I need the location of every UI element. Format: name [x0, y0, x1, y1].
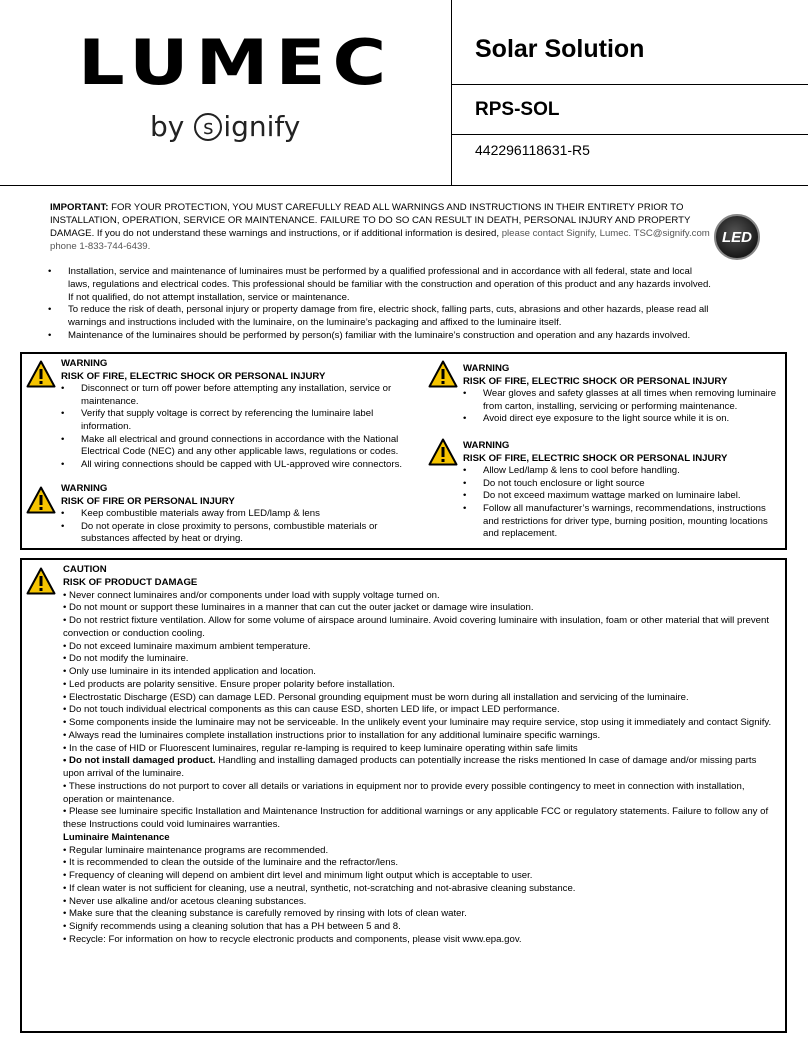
list-item: • Frequency of cleaning will depend on ambient dirt level and minimum light output which is acceptable to user.: [63, 870, 533, 881]
list-item: • Do not restrict fixture ventilation. Allow for some volume of airspace around luminaire. Avoid covering luminaire with insulation, foam or other material that will prevent convection or conduction cooling.: [63, 615, 769, 639]
list-item: • Please see luminaire specific Installation and Maintenance Instruction for additional warnings or any applicable FCC or regulatory statements. Failure to follow any of these Instructions could void luminaires warranties.: [63, 806, 769, 830]
list-item: • Never connect luminaires and/or components under load with supply voltage turned on.: [63, 589, 440, 601]
list-item: • Recycle: For information on how to recycle electronic products and components, please visit www.epa.gov.: [63, 933, 522, 945]
document-header: [0, 0, 808, 186]
doc-number: 442296118631-R5: [475, 142, 590, 158]
warning-title: WARNING: [463, 440, 510, 451]
list-item: • Avoid direct eye exposure to the light source while it is on.: [463, 413, 783, 426]
product-row: [452, 85, 808, 135]
list-item: • Make all electrical and ground connections in accordance with the National Electrical Code (NEC) and any other applicable laws, regulations or codes.: [61, 434, 416, 459]
list-item: • Do not mount or support these luminaires in a manner that can cut the outer jacket or damage wire insulation.: [63, 602, 534, 614]
list-item: • Do not touch individual electrical components as this can cause ESD, shorten LED life, or impact LED performance.: [63, 704, 560, 716]
warning-title: WARNING: [61, 358, 108, 369]
damaged-product-bold: • Do not install damaged product.: [63, 755, 216, 767]
warning-subtitle: RISK OF FIRE, ELECTRIC SHOCK OR PERSONAL INJURY: [463, 452, 728, 464]
byline-by: by: [150, 110, 185, 143]
signify-byline: [150, 110, 300, 143]
title-row: [452, 0, 808, 85]
caution-subtitle: RISK OF PRODUCT DAMAGE: [63, 576, 198, 588]
intro-list: [48, 266, 713, 343]
list-item: • Do not operate in close proximity to persons, combustible materials or substances affected by heat or drying.: [61, 521, 416, 546]
warning-triangle-icon: [428, 438, 458, 466]
warning-title: WARNING: [463, 363, 510, 374]
warning-block-3: [463, 363, 783, 426]
title-block: [452, 0, 808, 185]
caution-content: [63, 564, 779, 947]
list-item: • Always read the luminaires complete installation instructions prior to installation for any additional luminaire specific warnings.: [63, 729, 601, 741]
list-item: • Installation, service and maintenance of luminaires must be performed by a qualified professional and in accordance with all federal, state and local laws, regulations and electrical codes. This professional should be familiar with the construction and operation of this product and any hazards involved. If not qualified, do not attempt installation, service or maintenance.: [48, 266, 713, 304]
list-item: • Electrostatic Discharge (ESD) can damage LED. Personal grounding equipment must be worn during all installation and servicing of the luminaire.: [63, 691, 689, 703]
list-item: • Make sure that the cleaning substance is carefully removed by rinsing with lots of clean water.: [63, 908, 467, 920]
doc-title: Solar Solution: [475, 35, 645, 63]
important-text: FOR YOUR PROTECTION, YOU MUST CAREFULLY READ ALL WARNINGS AND INSTRUCTIONS IN THEIR ENTIRETY PRIOR TO INSTALLATION, OPERATION, SERVICE OR MAINTENANCE. FAILURE TO DO SO CAN RESULT IN DEATH, PERSONAL INJURY AND PROPERTY DAMAGE. If you do not understand these warnings and instructions, or if additional information is desired,: [50, 202, 691, 239]
warning-subtitle: RISK OF FIRE, ELECTRIC SHOCK OR PERSONAL INJURY: [61, 370, 326, 382]
signify-s-icon: s: [194, 113, 222, 141]
list-item: • Never use alkaline and/or acetous cleaning substances.: [63, 895, 307, 907]
warning-title: WARNING: [61, 483, 108, 494]
list-item: • Allow Led/lamp & lens to cool before handling.: [463, 465, 783, 478]
contact-info: please contact Signify, Lumec. TSC@signify.com phone 1-833-744-6439.: [50, 228, 710, 252]
warning-block-2: [61, 483, 416, 546]
list-item: • Signify recommends using a cleaning solution that has a PH between 5 and 8.: [63, 921, 401, 932]
warnings-box: [20, 352, 787, 550]
list-item: • Verify that supply voltage is correct by referencing the luminaire label information.: [61, 408, 416, 433]
list-item: • Do not modify the luminaire.: [63, 653, 189, 665]
list-item: • In the case of HID or Fluorescent luminaires, regular re-lamping is required to keep luminaire operating within safe limits: [63, 742, 578, 754]
list-item: • Led products are polarity sensitive. Ensure proper polarity before installation.: [63, 678, 395, 690]
warning-block-1: [61, 358, 416, 471]
list-item: • Do not touch enclosure or light source: [463, 478, 783, 491]
warning-triangle-icon: [428, 360, 458, 388]
list-item: • Maintenance of the luminaires should be performed by person(s) familiar with the luminaire’s construction and operation and any hazards involved.: [48, 330, 713, 343]
caution-box: [20, 558, 787, 1033]
logo-area: [0, 0, 451, 185]
list-item: • Keep combustible materials away from LED/lamp & lens: [61, 508, 416, 521]
list-item: • If clean water is not sufficient for cleaning, use a neutral, synthetic, not-scratching and not-abrasive cleaning substance.: [63, 882, 576, 894]
caution-triangle-icon: [26, 567, 56, 595]
list-item: • These instructions do not purport to cover all details or variations in equipment nor to provide every possible contingency to meet in connection with installation, operation or maintenance.: [63, 780, 745, 805]
lumec-logo: LUMEC: [78, 26, 394, 99]
list-item: • Only use luminaire in its intended application and location.: [63, 666, 316, 677]
warning-block-4: [463, 440, 783, 541]
list-item: • To reduce the risk of death, personal injury or property damage from fire, electric shock, falling parts, cuts, abrasions and other hazards, please read all warnings and instructions included with the luminaire, on the luminaire’s packaging and affixed to the luminaire itself.: [48, 304, 713, 330]
list-item: • Disconnect or turn off power before attempting any installation, service or maintenance.: [61, 383, 416, 408]
list-item: • Do not exceed luminaire maximum ambient temperature.: [63, 640, 311, 652]
list-item: • Some components inside the luminaire may not be serviceable. In the unlikely event your luminaire may require service, stop using it immediately and contact Signify.: [63, 717, 772, 728]
led-badge-icon: LED: [714, 214, 760, 260]
byline-signify: ignify: [223, 110, 301, 143]
list-item: • All wiring connections should be capped with UL-approved wire connectors.: [61, 459, 416, 472]
caution-title: CAUTION: [63, 564, 107, 575]
doc-number-row: [452, 135, 808, 185]
list-item: • Wear gloves and safety glasses at all times when removing luminaire from carton, installing, servicing or performing maintenance.: [463, 388, 783, 413]
warning-triangle-icon: [26, 360, 56, 388]
important-notice: [50, 201, 715, 253]
warning-subtitle: RISK OF FIRE, ELECTRIC SHOCK OR PERSONAL INJURY: [463, 375, 728, 387]
list-item: • Do not exceed maximum wattage marked on luminaire label.: [463, 490, 783, 503]
list-item: • Follow all manufacturer’s warnings, recommendations, instructions and restrictions for driver type, burning position, mounting locations and replacement.: [463, 503, 783, 541]
important-label: IMPORTANT:: [50, 202, 109, 213]
list-item: • Regular luminaire maintenance programs are recommended.: [63, 844, 329, 856]
list-item: [63, 755, 779, 781]
warning-subtitle: RISK OF FIRE OR PERSONAL INJURY: [61, 495, 235, 507]
list-item: • It is recommended to clean the outside of the luminaire and the refractor/lens.: [63, 857, 399, 869]
product-code: RPS-SOL: [475, 99, 560, 120]
maintenance-title: Luminaire Maintenance: [63, 831, 170, 843]
warning-triangle-icon: [26, 486, 56, 514]
damaged-product-text: Handling and installing damaged products can potentially increase the risks mentioned In case of damage and/or missing parts upon arrival of the luminaire.: [63, 755, 757, 779]
